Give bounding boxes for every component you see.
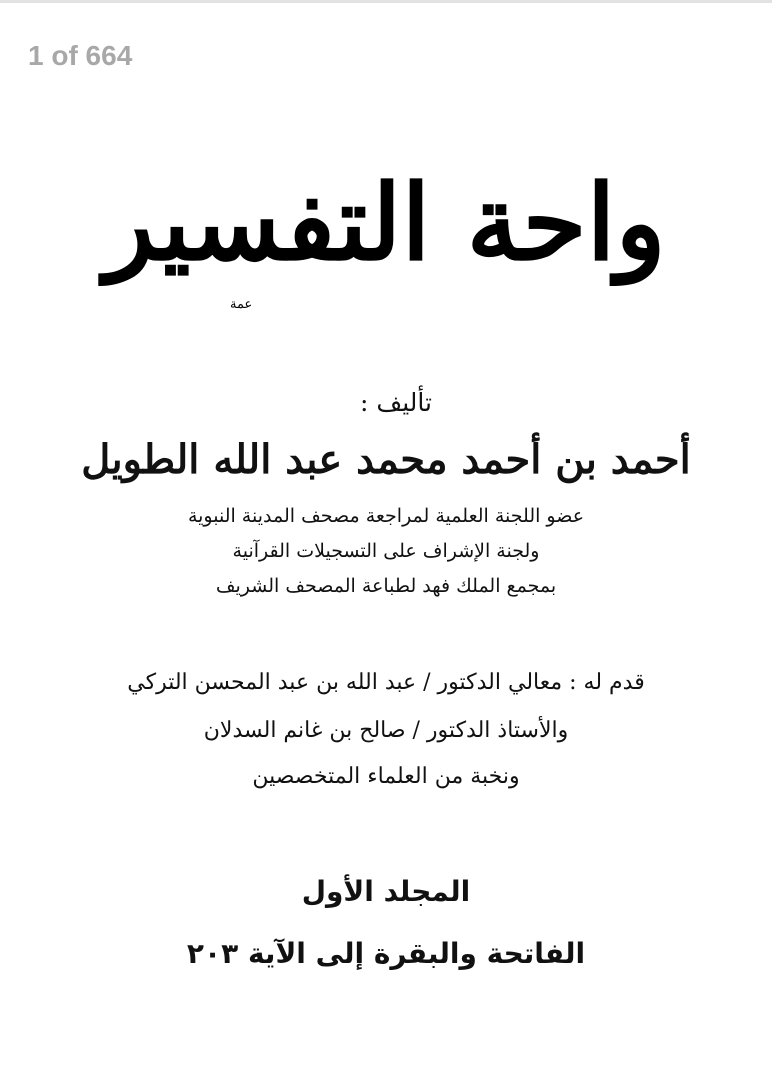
volume-contents: الفاتحة والبقرة إلى الآية ٢٠٣ (186, 937, 586, 970)
title-ornament: عمة (230, 297, 253, 312)
page-counter: 1 of 664 (28, 40, 133, 71)
introduction-line: ونخبة من العلماء المتخصصين (252, 764, 520, 789)
introduction-line: والأستاذ الدكتور / صالح بن غانم السدلان (203, 718, 569, 743)
author-label: تأليف : (360, 388, 432, 417)
book-title-text: واحة التفسير (104, 160, 666, 284)
membership-line: ولجنة الإشراف على التسجيلات القرآنية (232, 540, 540, 562)
introduction-line: قدم له : معالي الدكتور / عبد الله بن عبد المحسن التركي (127, 670, 645, 695)
membership-line: عضو اللجنة العلمية لمراجعة مصحف المدينة النبوية (187, 505, 585, 527)
membership-line: بمجمع الملك فهد لطباعة المصحف الشريف (215, 575, 557, 597)
volume-label: المجلد الأول (301, 875, 471, 908)
author-name: أحمد بن أحمد محمد عبد الله الطويل (81, 436, 691, 483)
book-title (80, 115, 690, 330)
